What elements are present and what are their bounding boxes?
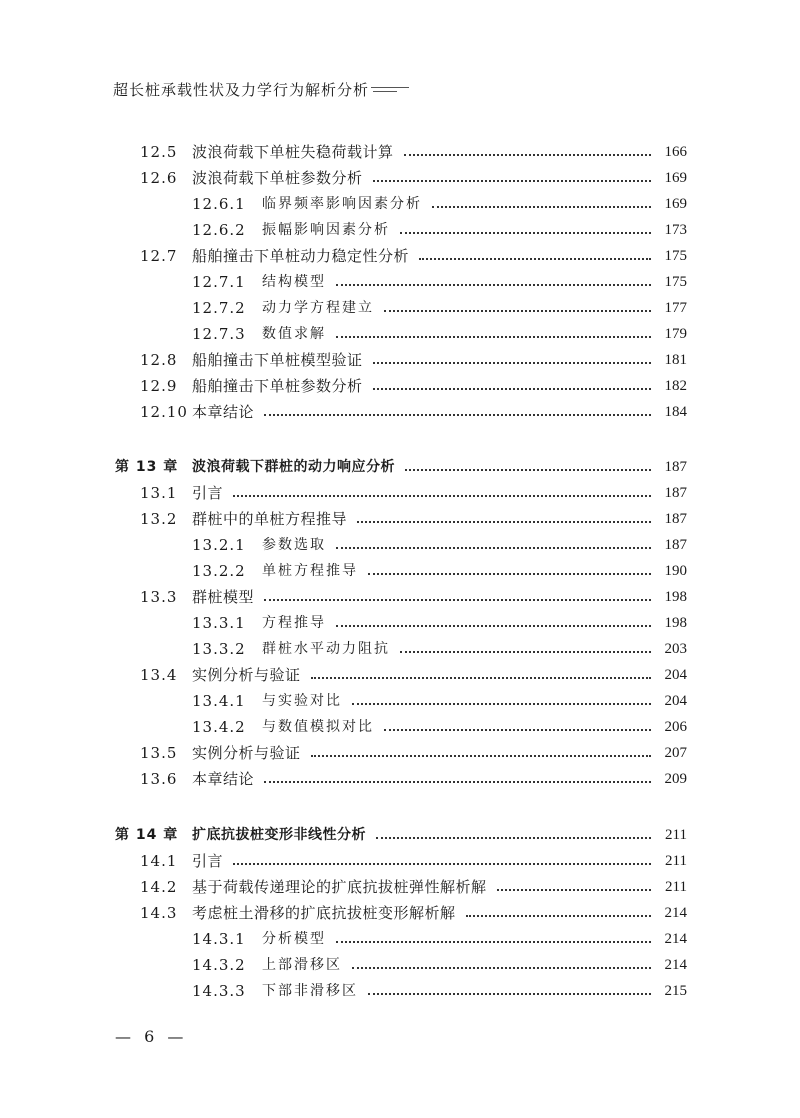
toc-entry-title: 与实验对比 <box>262 693 342 709</box>
toc-leader-dots <box>368 573 651 575</box>
toc-entry-number: 13.4.2 <box>192 718 246 736</box>
toc-entry-number: 13.3.1 <box>192 614 246 632</box>
toc-entry-page: 207 <box>664 745 687 761</box>
toc-entry-page: 203 <box>664 641 687 657</box>
toc-entry-page: 169 <box>664 196 687 212</box>
toc-entry-number: 第 14 章 <box>115 827 179 843</box>
toc-entry-number: 12.7.3 <box>192 325 246 343</box>
toc-entry-title: 波浪荷载下单桩失稳荷载计算 <box>192 143 394 161</box>
toc-entry-title: 船舶撞击下单桩参数分析 <box>192 377 363 395</box>
toc-leader-dots <box>336 625 651 627</box>
toc-subsection-entry <box>0 532 800 558</box>
toc-entry-number: 14.2 <box>140 878 178 896</box>
toc-entry-title: 实例分析与验证 <box>192 744 301 762</box>
toc-entry-page: 211 <box>665 827 687 843</box>
toc-entry-title: 船舶撞击下单桩模型验证 <box>192 351 363 369</box>
toc-entry-number: 12.10 <box>140 403 188 421</box>
toc-entry-number: 第 13 章 <box>115 459 179 475</box>
toc-leader-dots <box>432 206 651 208</box>
toc-entry-number: 13.6 <box>140 770 178 788</box>
toc-leader-dots <box>233 495 651 497</box>
toc-entry-title: 基于荷载传递理论的扩底抗拔桩弹性解析解 <box>192 878 487 896</box>
toc-chapter-entry <box>0 454 800 480</box>
toc-entry-title: 上部滑移区 <box>262 957 342 973</box>
toc-entry-number: 13.2.1 <box>192 536 246 554</box>
toc-leader-dots <box>376 837 651 839</box>
toc-entry-title: 实例分析与验证 <box>192 666 301 684</box>
toc-entry-page: 173 <box>664 222 687 238</box>
toc-section-entry <box>0 848 800 874</box>
toc-entry-title: 结构模型 <box>262 274 326 290</box>
toc-subsection-entry <box>0 714 800 740</box>
toc-entry-title: 方程推导 <box>262 615 326 631</box>
toc-section-entry <box>0 139 800 165</box>
toc-leader-dots <box>368 993 651 995</box>
toc-entry-page: 166 <box>664 144 687 160</box>
toc-entry-page: 209 <box>664 771 687 787</box>
toc-leader-dots <box>384 310 651 312</box>
toc-subsection-entry <box>0 688 800 714</box>
toc-subsection-entry <box>0 321 800 347</box>
toc-section-entry <box>0 766 800 792</box>
toc-entry-title: 船舶撞击下单桩动力稳定性分析 <box>192 247 410 265</box>
running-header <box>113 78 413 100</box>
toc-entry-page: 182 <box>664 378 687 394</box>
toc-section-entry <box>0 399 800 425</box>
toc-entry-page: 190 <box>664 563 687 579</box>
toc-leader-dots <box>405 469 651 471</box>
toc-leader-dots <box>357 521 651 523</box>
toc-section-entry <box>0 584 800 610</box>
toc-leader-dots <box>352 703 651 705</box>
toc-entry-number: 14.1 <box>140 852 178 870</box>
toc-section-entry <box>0 165 800 191</box>
toc-leader-dots <box>336 336 651 338</box>
toc-section-entry <box>0 740 800 766</box>
toc-subsection-entry <box>0 295 800 321</box>
toc-leader-dots <box>384 729 651 731</box>
header-ornament <box>371 83 409 95</box>
toc-entry-page: 215 <box>664 983 687 999</box>
toc-leader-dots <box>466 915 651 917</box>
toc-entry-title: 考虑桩土滑移的扩底抗拔桩变形解析解 <box>192 904 456 922</box>
toc-entry-page: 204 <box>664 667 687 683</box>
toc-subsection-entry <box>0 926 800 952</box>
toc-subsection-entry <box>0 558 800 584</box>
toc-section-entry <box>0 662 800 688</box>
toc-entry-number: 12.9 <box>140 377 178 395</box>
toc-subsection-entry <box>0 610 800 636</box>
toc-leader-dots <box>419 258 651 260</box>
toc-entry-number: 14.3.3 <box>192 982 246 1000</box>
toc-leader-dots <box>264 781 651 783</box>
toc-entry-title: 群桩模型 <box>192 588 255 606</box>
toc-section-entry <box>0 480 800 506</box>
toc-leader-dots <box>264 599 651 601</box>
toc-entry-number: 14.3.1 <box>192 930 246 948</box>
toc-entry-title: 振幅影响因素分析 <box>262 222 390 238</box>
toc-entry-number: 12.8 <box>140 351 178 369</box>
toc-entry-page: 187 <box>664 537 687 553</box>
toc-entry-page: 204 <box>664 693 687 709</box>
toc-leader-dots <box>404 154 651 156</box>
toc-entry-title: 下部非滑移区 <box>262 983 358 999</box>
toc-entry-page: 211 <box>665 879 687 895</box>
toc-entry-number: 13.1 <box>140 484 178 502</box>
toc-entry-number: 12.6.1 <box>192 195 246 213</box>
toc-entry-number: 13.2.2 <box>192 562 246 580</box>
toc-entry-page: 214 <box>664 957 687 973</box>
running-title: 超长桩承载性状及力学行为解析分析 <box>113 80 370 99</box>
toc-entry-title: 临界频率影响因素分析 <box>262 196 422 212</box>
toc-entry-page: 187 <box>664 485 687 501</box>
toc-entry-title: 本章结论 <box>192 770 255 788</box>
toc-leader-dots <box>336 547 651 549</box>
toc-entry-number: 12.7.1 <box>192 273 246 291</box>
toc-entry-number: 12.5 <box>140 143 178 161</box>
toc-entry-title: 分析模型 <box>262 931 326 947</box>
toc-subsection-entry <box>0 952 800 978</box>
toc-entry-number: 12.7 <box>140 247 178 265</box>
toc-entry-page: 184 <box>664 404 687 420</box>
toc-entry-number: 13.4 <box>140 666 178 684</box>
toc-leader-dots <box>336 284 651 286</box>
toc-leader-dots <box>400 232 651 234</box>
toc-entry-title: 本章结论 <box>192 403 255 421</box>
toc-section-entry <box>0 243 800 269</box>
toc-leader-dots <box>373 180 651 182</box>
toc-entry-number: 12.7.2 <box>192 299 246 317</box>
toc-entry-title: 数值求解 <box>262 326 326 342</box>
toc-entry-page: 211 <box>665 853 687 869</box>
toc-entry-title: 引言 <box>192 852 224 870</box>
toc-leader-dots <box>497 889 651 891</box>
toc-chapter-entry <box>0 822 800 848</box>
toc-subsection-entry <box>0 269 800 295</box>
toc-subsection-entry <box>0 636 800 662</box>
toc-entry-page: 187 <box>664 459 687 475</box>
toc-leader-dots <box>311 677 651 679</box>
toc-entry-number: 13.5 <box>140 744 178 762</box>
toc-entry-number: 12.6.2 <box>192 221 246 239</box>
toc-entry-page: 198 <box>664 615 687 631</box>
toc-leader-dots <box>264 414 651 416</box>
toc-entry-page: 214 <box>664 931 687 947</box>
toc-entry-title: 波浪荷载下单桩参数分析 <box>192 169 363 187</box>
toc-entry-title: 波浪荷载下群桩的动力响应分析 <box>192 459 395 475</box>
toc-entry-page: 187 <box>664 511 687 527</box>
toc-section-entry <box>0 373 800 399</box>
toc-entry-number: 13.3 <box>140 588 178 606</box>
toc-entry-title: 单桩方程推导 <box>262 563 358 579</box>
toc-entry-title: 群桩水平动力阻抗 <box>262 641 390 657</box>
toc-entry-page: 181 <box>664 352 687 368</box>
toc-leader-dots <box>233 863 651 865</box>
toc-entry-number: 12.6 <box>140 169 178 187</box>
toc-entry-number: 14.3.2 <box>192 956 246 974</box>
toc-section-entry <box>0 874 800 900</box>
toc-subsection-entry <box>0 217 800 243</box>
toc-leader-dots <box>400 651 651 653</box>
toc-leader-dots <box>352 967 651 969</box>
toc-section-entry <box>0 900 800 926</box>
toc-entry-number: 13.2 <box>140 510 178 528</box>
toc-entry-page: 177 <box>664 300 687 316</box>
toc-entry-number: 13.4.1 <box>192 692 246 710</box>
toc-entry-title: 与数值模拟对比 <box>262 719 374 735</box>
toc-entry-page: 175 <box>664 248 687 264</box>
toc-entry-title: 参数选取 <box>262 537 326 553</box>
page-number: — 6 — <box>115 1027 188 1046</box>
toc-leader-dots <box>373 362 651 364</box>
toc-entry-title: 引言 <box>192 484 224 502</box>
toc-leader-dots <box>373 388 651 390</box>
toc-entry-title: 群桩中的单桩方程推导 <box>192 510 348 528</box>
toc-leader-dots <box>336 941 651 943</box>
toc-entry-page: 179 <box>664 326 687 342</box>
toc-entry-page: 175 <box>664 274 687 290</box>
toc-entry-page: 169 <box>664 170 687 186</box>
toc-entry-title: 动力学方程建立 <box>262 300 374 316</box>
toc-leader-dots <box>311 755 651 757</box>
toc-entry-page: 198 <box>664 589 687 605</box>
toc-entry-page: 214 <box>664 905 687 921</box>
toc-entry-page: 206 <box>664 719 687 735</box>
toc-entry-number: 14.3 <box>140 904 178 922</box>
toc-subsection-entry <box>0 191 800 217</box>
toc-subsection-entry <box>0 978 800 1004</box>
toc-entry-number: 13.3.2 <box>192 640 246 658</box>
toc-section-entry <box>0 506 800 532</box>
toc-entry-title: 扩底抗拔桩变形非线性分析 <box>192 827 366 843</box>
toc-section-entry <box>0 347 800 373</box>
